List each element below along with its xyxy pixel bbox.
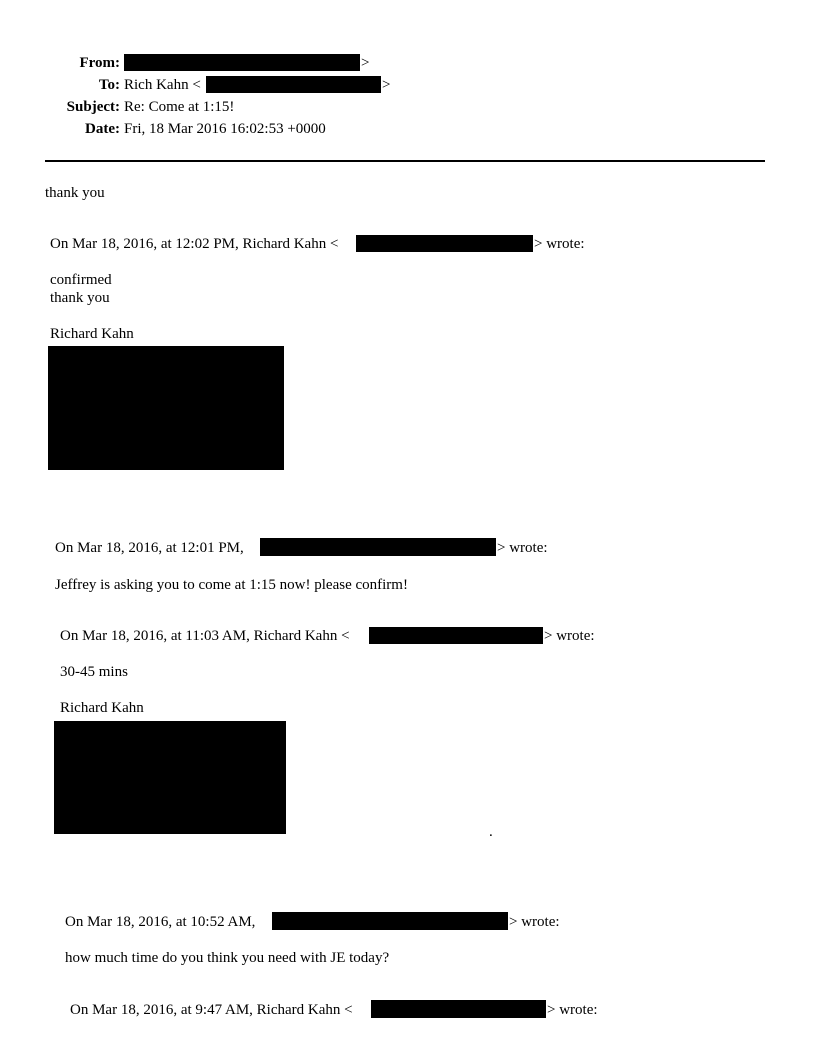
from-label: From: <box>79 55 120 71</box>
quote3-intro-suffix: > wrote: <box>544 628 595 644</box>
redacted-quote4-address <box>272 912 508 930</box>
quote2-intro-suffix: > wrote: <box>497 540 548 556</box>
quote2-intro: On Mar 18, 2016, at 12:01 PM, <box>55 540 244 556</box>
quote5-intro-suffix: > wrote: <box>547 1002 598 1018</box>
quote3-signature: Richard Kahn <box>60 700 144 716</box>
quote4-line1: how much time do you think you need with JE today? <box>65 950 390 966</box>
subject-label: Subject: <box>66 99 120 115</box>
reply-text: thank you <box>45 185 105 201</box>
to-label: To: <box>98 77 120 93</box>
quote2-line1: Jeffrey is asking you to come at 1:15 now! please confirm! <box>55 577 408 593</box>
redacted-quote3-address <box>369 627 543 644</box>
to-close-bracket: > <box>382 77 391 93</box>
from-close-bracket: > <box>361 55 370 71</box>
date-value: Fri, 18 Mar 2016 16:02:53 +0000 <box>124 121 326 137</box>
redacted-quote2-address <box>260 538 496 556</box>
quote1-intro-suffix: > wrote: <box>534 236 585 252</box>
subject-value: Re: Come at 1:15! <box>124 99 235 115</box>
to-value: Rich Kahn < <box>124 77 201 93</box>
redacted-signature-block-1 <box>48 346 284 470</box>
quote1-signature: Richard Kahn <box>50 326 134 342</box>
quote1-line2: thank you <box>50 290 110 306</box>
stray-dot: . <box>489 824 493 840</box>
quote1-intro: On Mar 18, 2016, at 12:02 PM, Richard Kahn < <box>50 236 339 252</box>
quote4-intro-suffix: > wrote: <box>509 914 560 930</box>
quote3-intro: On Mar 18, 2016, at 11:03 AM, Richard Kahn < <box>60 628 350 644</box>
redacted-to-address <box>206 76 381 93</box>
quote4-intro: On Mar 18, 2016, at 10:52 AM, <box>65 914 256 930</box>
quote3-line1: 30-45 mins <box>60 664 128 680</box>
quote1-line1: confirmed <box>50 272 112 288</box>
redacted-quote5-address <box>371 1000 546 1018</box>
quote5-intro: On Mar 18, 2016, at 9:47 AM, Richard Kahn < <box>70 1002 353 1018</box>
redacted-signature-block-2 <box>54 721 286 834</box>
redacted-from-address <box>124 54 360 71</box>
header-divider <box>45 160 765 162</box>
date-label: Date: <box>85 121 120 137</box>
redacted-quote1-address <box>356 235 533 252</box>
